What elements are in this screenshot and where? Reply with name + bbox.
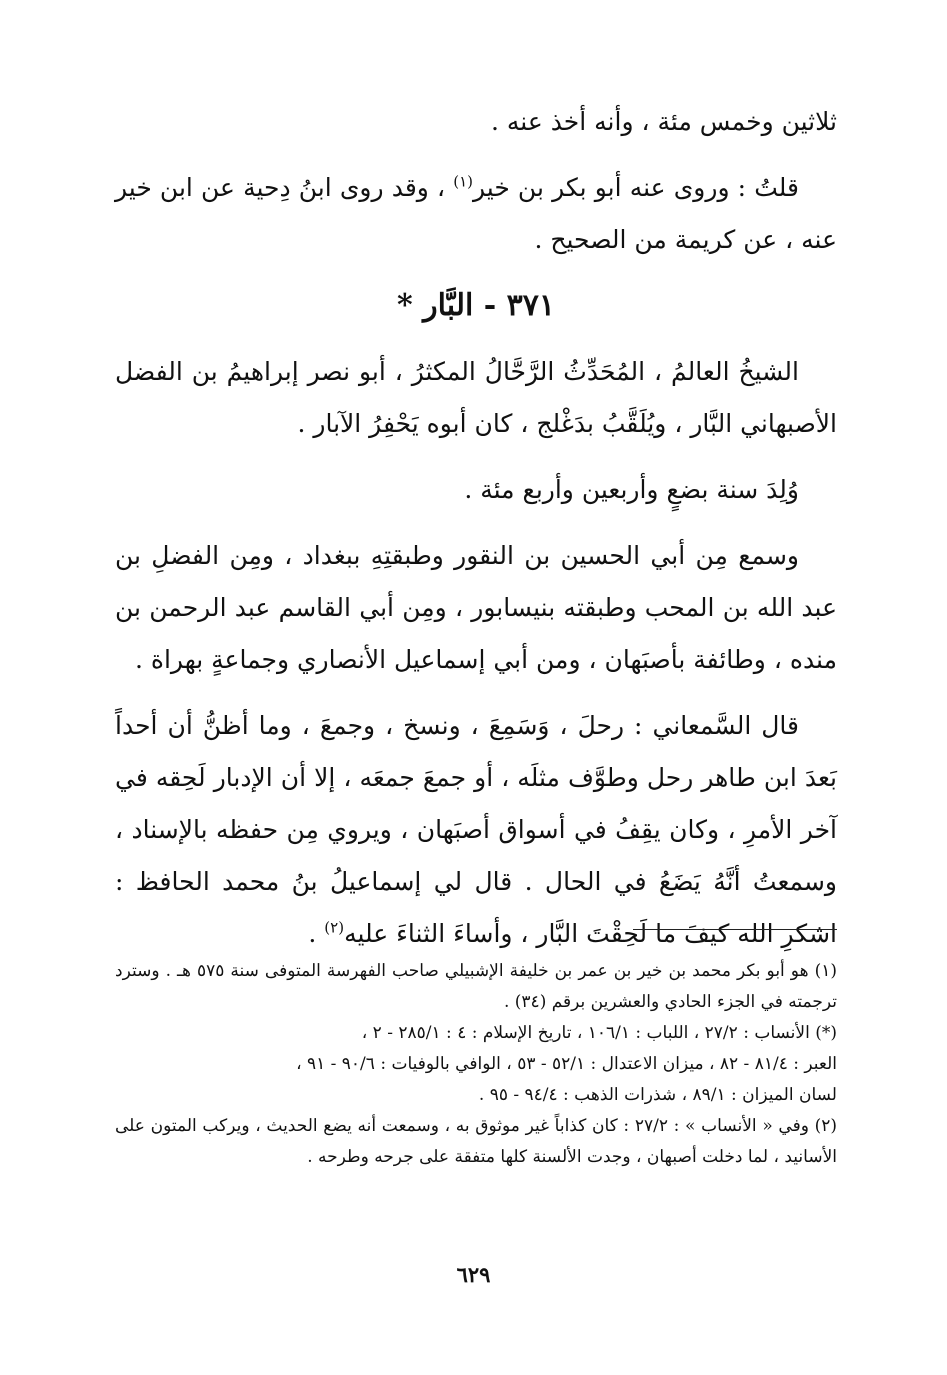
entry-heading: ٣٧١ - البَّار *: [397, 288, 555, 323]
main-text: [115, 96, 837, 974]
footnote-divider: [633, 929, 837, 930]
footnote-ref-2: (٢): [324, 918, 345, 937]
page-number: ٦٢٩: [456, 1262, 491, 1287]
footnote-ref-1: (١): [453, 172, 473, 191]
footnote-1: (١) هو أبو بكر محمد بن خير بن عمر بن خليفة الإشبيلي صاحب الفهرسة المتوفى سنة ٥٧٥ هـ . وسترد ترجمته في الجزء الحادي والعشرين برقم (٣٤) .: [115, 961, 837, 1012]
paragraph-3: الشيخُ العالمُ ، المُحَدِّثُ الرَّحَّالُ المكثرُ ، أبو نصر إبراهيمُ بن الفضل الأصبهاني البَّار ، ويُلَقَّبُ بدَغْلج ، كان أبوه يَحْفِرُ الآبار .: [115, 357, 837, 438]
footnote-star-line-3: لسان الميزان : ٨٩/١ ، شذرات الذهب : ٩٤/٤ - ٩٥ .: [478, 1085, 837, 1105]
footnote-star-line-1: (*) الأنساب : ٢٧/٢ ، اللباب : ١٠٦/١ ، تاريخ الإسلام : ٤ : ٢٨٥/١ - ٢ ،: [361, 1023, 837, 1043]
paragraph-2: [115, 162, 837, 266]
paragraph-6-text-end: .: [308, 919, 325, 948]
paragraph-2-text: قلتُ : وروى عنه أبو بكر بن خير: [473, 173, 799, 202]
paragraph-4: وُلِدَ سنة بضعٍ وأربعين وأربع مئة .: [464, 475, 799, 504]
footnotes: [115, 956, 837, 1173]
footnote-star-line-2: العبر : ٨١/٤ - ٨٢ ، ميزان الاعتدال : ٥٢/١ - ٥٣ ، الوافي بالوفيات : ٩٠/٦ - ٩١ ،: [296, 1054, 837, 1074]
paragraph-6-text: قال السَّمعاني : رحلَ ، وَسَمِعَ ، ونسخ ، وجمعَ ، وما أظنُّ أن أحداً بَعدَ ابن طاهر رحل وطوَّف مثلَه ، أو جمعَ جمعَه ، إلا أن الإدبار لَحِقه في آخر الأمرِ ، وكان يقِفُ في أسواق أصبَهان ، ويروي مِن حفظه بالإسناد ، وسمعتُ أنَّهُ يَضَعُ في الحال . قال لي إسماعيلُ بنُ محمد الحافظ : اشكرِ الله كيفَ ما لَحِقْتَ البَّار ، وأساءَ الثناءَ عليه: [115, 711, 837, 948]
paragraph-5: وسمع مِن أبي الحسين بن النقور وطبقتِهِ ببغداد ، ومِن الفضلِ بن عبد الله بن المحب وطبقته بنيسابور ، ومِن أبي القاسم عبد الرحمن بن منده ، وطائفة بأصبَهان ، ومن أبي إسماعيل الأنصاري وجماعةٍ بهراة .: [115, 541, 837, 674]
footnote-2: (٢) وفي « الأنساب » : ٢٧/٢ : كان كذاباً غير موثوق به ، وسمعت أنه يضع الحديث ، ويركب المتون على الأسانيد ، لما دخلت أصبهان ، وجدت الألسنة كلها متفقة على جرحه وطرحه .: [115, 1116, 838, 1167]
paragraph-2-text-cont: ، وقد روى ابنُ دِحية عن ابن خير عنه ، عن كريمة من الصحيح .: [115, 173, 837, 254]
paragraph-6: [115, 700, 837, 960]
paragraph-1: ثلاثين وخمس مئة ، وأنه أخذ عنه .: [490, 107, 837, 136]
